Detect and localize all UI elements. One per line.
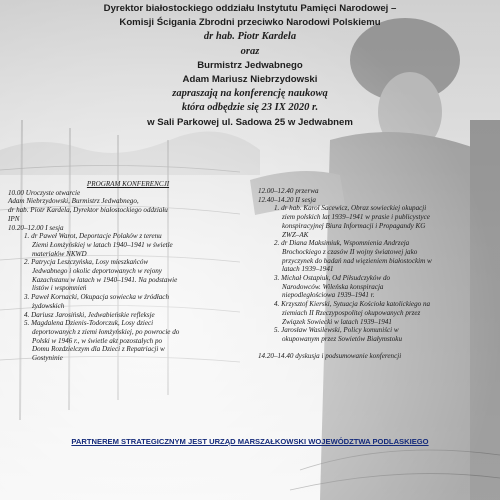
program-line: 14.20–14.40 dyskusja i podsumowanie konferencji (258, 352, 402, 361)
program-line: 3. Michał Ostapiuk, Od Piłsudczyków do (274, 274, 391, 283)
program-line: ZWZ–AK (282, 230, 309, 239)
program-line: 3. Paweł Kornacki, Okupacja sowiecka w źródłach (24, 293, 170, 302)
program-line: 12.40–14.20 II sesja (258, 195, 316, 204)
invitation-line: Dyrektor białostockiego oddziału Instytutu Pamięci Narodowej – (103, 3, 397, 14)
program-line: 10.00 Uroczyste otwarcie (8, 188, 81, 197)
program-line: materiałów NKWD (32, 249, 87, 258)
program-line: 5. Magdalena Dzienis-Todorczuk, Losy dzieci (24, 319, 154, 328)
program-line: Narodowców. Wileńska konspiracja (282, 282, 384, 291)
program-line: Brochockiego z czasów II wojny światowej jako (282, 247, 418, 256)
program-line: 12.00–12.40 przerwa (258, 187, 319, 195)
program-spacer (258, 344, 494, 353)
invitation-line: Burmistrz Jedwabnego (197, 59, 303, 71)
program-line: deportowanych z ziemi łomżyńskiej, po powrocie do (32, 327, 180, 336)
invitation-line: Komisji Ścigania Zbrodni przeciwko Narodowi Polskiemu (119, 17, 381, 29)
program-line: Domu Rozdzielczym dla Dzieci z Repatriacji w (32, 345, 165, 354)
program-line: Ziemi Łomżyńskiej w latach 1940–1941 w świetle (32, 240, 173, 249)
program-line: 1. dr Paweł Warot, Deportacje Polaków z terenu (24, 232, 162, 241)
invitation-line: zapraszają na konferencję naukową (172, 88, 328, 100)
program-line: Adam Niebrzydowski, Burmistrz Jedwabnego, (8, 197, 139, 206)
program-line: Gostyninie (32, 354, 63, 363)
program-line: 1. dr hab. Karol Sacewicz, Obraz sowieckiej okupacji (274, 204, 427, 213)
program-line: dr hab. Piotr Kardela, Dyrektor białostockiego oddziału (8, 206, 168, 215)
program-line: przyczynek do badań nad więzieniem białostockim w (282, 256, 432, 265)
program-line: Związek Sowiecki w latach 1939–1941 (282, 317, 392, 326)
invitation-line: w Sali Parkowej ul. Sadowa 25 w Jedwabnem (147, 116, 353, 128)
program-line: 10.20–12.00 I sesja (8, 223, 64, 232)
invitation-line: oraz (240, 45, 260, 57)
program-line: latach 1939–1941 (282, 265, 334, 274)
program-line: 5. Jarosław Wasilewski, Policy komuniści w (274, 326, 399, 335)
program-left-column (8, 180, 248, 363)
program-line: okupowanym przez Sowietów Białymstoku (282, 334, 402, 343)
program-line: konspiracyjnej Biura Informacji i Propagandy KG (282, 221, 426, 230)
program-line: Kazachstanu w latach w 1940–1941. Na podstawie (32, 275, 178, 284)
invitation-line: Adam Mariusz Niebrzydowski (182, 74, 318, 86)
program-title: PROGRAM KONFERENCJI (86, 180, 170, 188)
program-line: 4. Dariusz Jarosiński, Jedwabieńskie refleksje (24, 310, 155, 319)
program-line: ziem polskich lat 1939–1941 w prasie i publicystyce (282, 213, 430, 222)
program-line: ziemiach II Rzeczypospolitej okupowanych przez (282, 308, 421, 317)
invitation-text (0, 2, 500, 130)
program-line: listów i wspomnień (32, 284, 87, 293)
program-line: niepodległościowa 1939–1941 r. (282, 291, 375, 300)
invitation-line: dr hab. Piotr Kardela (203, 31, 297, 43)
program-line: żydowskich (32, 301, 65, 310)
invitation-line: która odbędzie się 23 IX 2020 r. (181, 102, 319, 114)
program-line: 4. Krzysztof Kierski, Sytuacja Kościoła katolickiego na (274, 300, 431, 309)
program-line: 2. dr Diana Maksimiuk, Wspomnienia Andrzeja (274, 239, 410, 248)
program-line: Jedwabnego i okolic deportowanych w rejony (32, 267, 162, 276)
footer-partner: PARTNEREM STRATEGICZNYM JEST URZĄD MARSZAŁKOWSKI WOJEWÓDZTWA PODLASKIEGO (71, 437, 429, 446)
program-line: 2. Patrycja Leszczyńska, Losy mieszkańców (24, 258, 149, 267)
program-line: IPN (8, 214, 20, 223)
program-right-column (258, 187, 494, 361)
program-line: Polski w 1946 r., w świetle akt pozostałych po (32, 336, 163, 345)
